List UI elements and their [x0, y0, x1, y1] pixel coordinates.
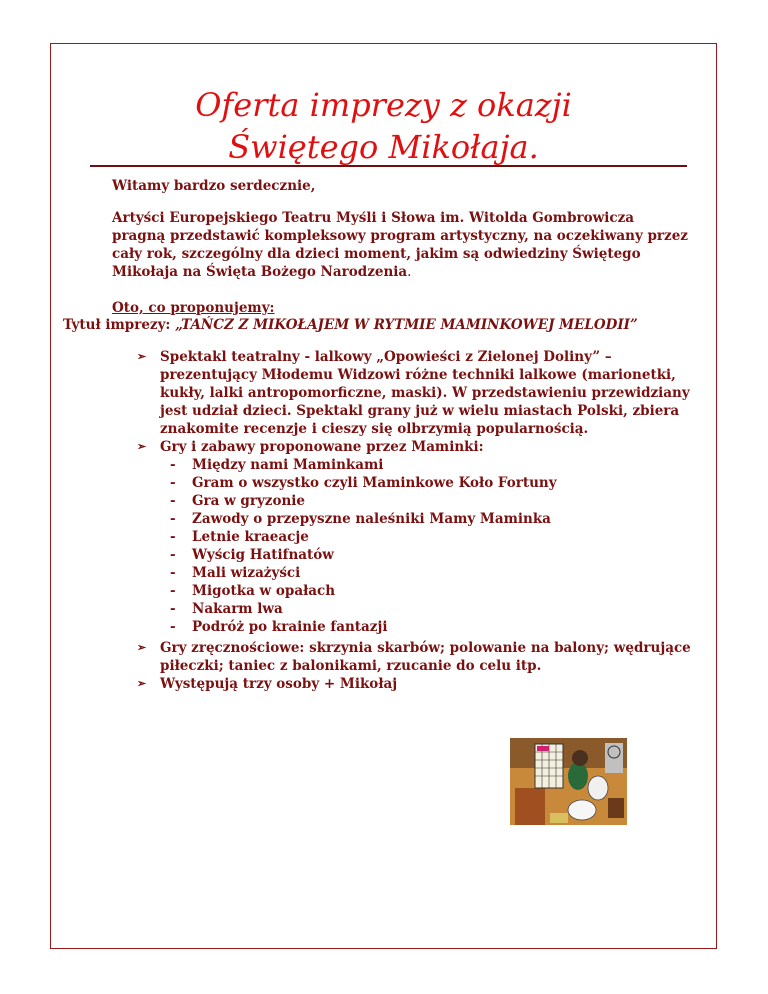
dash-marker: - — [170, 547, 176, 563]
game-item — [170, 546, 692, 564]
games-list — [160, 456, 692, 636]
moomin-illustration — [510, 738, 627, 825]
game-label: Mali wizażyści — [192, 565, 301, 581]
intro-period: . — [407, 264, 412, 280]
game-label: Wyścig Hatifnatów — [192, 547, 334, 563]
title-line-1: Oferta imprezy z okazji — [195, 86, 572, 124]
event-title — [63, 316, 723, 334]
game-label: Gra w gryzonie — [192, 493, 306, 509]
game-label: Podróż po krainie fantazji — [192, 619, 388, 635]
dexterity-text: Gry zręcznościowe: skrzynia skarbów; polowanie na balony; wędrujące piłeczki; taniec z balonikami, rzucanie do celu itp. — [160, 640, 691, 674]
list-item-dexterity — [137, 639, 692, 675]
offer-list-extra — [137, 639, 692, 693]
game-label: Letnie kraeacje — [192, 529, 309, 545]
dash-marker: - — [170, 493, 176, 509]
greeting: Witamy bardzo serdecznie, — [112, 178, 316, 194]
game-item — [170, 582, 692, 600]
dash-marker: - — [170, 565, 176, 581]
title-line-2: Świętego Mikołaja. — [228, 128, 539, 166]
moomin-illustration-drawing — [510, 738, 627, 825]
game-item — [170, 456, 692, 474]
title-divider — [90, 165, 687, 167]
game-label: Między nami Maminkami — [192, 457, 384, 473]
games-heading: Gry i zabawy proponowane przez Maminki: — [160, 439, 484, 455]
dash-marker: - — [170, 583, 176, 599]
dash-marker: - — [170, 457, 176, 473]
arrow-bullet-icon: ➢ — [137, 350, 147, 363]
game-label: Nakarm lwa — [192, 601, 283, 617]
dash-marker: - — [170, 475, 176, 491]
page-title — [50, 84, 717, 168]
arrow-bullet-icon: ➢ — [137, 440, 147, 453]
list-item-performers — [137, 675, 692, 693]
arrow-bullet-icon: ➢ — [137, 641, 147, 654]
arrow-bullet-icon: ➢ — [137, 677, 147, 690]
intro-text: Artyści Europejskiego Teatru Myśli i Słowa im. Witolda Gombrowicza pragną przedstawić kompleksowy program artystyczny, na oczekiwany przez cały rok, szczególny dla dzieci moment, jakim są odwiedziny Świętego Mikołaja na Święta Bożego Narodzenia — [112, 210, 688, 280]
game-item — [170, 528, 692, 546]
game-item — [170, 474, 692, 492]
dash-marker: - — [170, 601, 176, 617]
dash-marker: - — [170, 529, 176, 545]
event-title-value: „TAŃCZ Z MIKOŁAJEM W RYTMIE MAMINKOWEJ MELODII” — [175, 317, 638, 333]
game-item — [170, 510, 692, 528]
intro-paragraph — [112, 209, 692, 281]
game-item — [170, 618, 692, 636]
dash-marker: - — [170, 619, 176, 635]
spectacle-text: Spektakl teatralny - lalkowy „Opowieści z Zielonej Doliny” – prezentujący Młodemu Widzowi różne techniki lalkowe (marionetki, kukły, lalki antropomorficzne, maski). W przedstawieniu przewidziany jest udział dzieci. Spektakl grany już w wielu miastach Polski, zbiera znakomite recenzje i cieszy się olbrzymią popularnością. — [160, 349, 690, 437]
game-item — [170, 564, 692, 582]
game-label: Zawody o przepyszne naleśniki Mamy Maminka — [192, 511, 551, 527]
dash-marker: - — [170, 511, 176, 527]
offer-heading: Oto, co proponujemy: — [112, 300, 275, 316]
game-item — [170, 600, 692, 618]
performers-text: Występują trzy osoby + Mikołaj — [160, 676, 398, 692]
game-label: Gram o wszystko czyli Maminkowe Koło Fortuny — [192, 475, 557, 491]
game-item — [170, 492, 692, 510]
list-item-games — [137, 438, 692, 636]
offer-list — [137, 348, 692, 636]
game-label: Migotka w opałach — [192, 583, 336, 599]
event-title-label: Tytuł imprezy: — [63, 317, 176, 333]
list-item-spectacle — [137, 348, 692, 438]
